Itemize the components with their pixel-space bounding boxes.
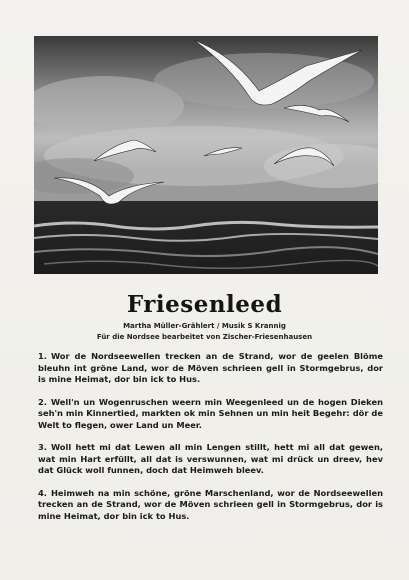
verse-number: 2. bbox=[38, 396, 47, 407]
credit-line-arrangement: Für die Nordsee bearbeitet von Zischer-Friesenhausen bbox=[96, 333, 313, 341]
verse-number: 1. bbox=[38, 351, 47, 361]
song-title: Friesenleed bbox=[126, 291, 283, 318]
verse-text: Wor de Nordseewellen trecken an de Strand, wor de geelen Blöme bleuhn int gröne Land, wor de Möven schrieen gell in Stormgebrus, dor is mine Heimat, dor bin ick to Hus. bbox=[38, 351, 383, 384]
seagulls-sea-photo bbox=[34, 36, 378, 274]
verse-4 bbox=[38, 488, 383, 523]
seagulls-sea-illustration bbox=[34, 36, 378, 274]
verse-text: Woll hett mi dat Lewen all min Lengen stillt, hett mi all dat gewen, wat min Hart erfüllt, all dat is verswunnen, wat mi drück un dreev, hev dat Glück woll funnen, doch dat Heimweh bleev. bbox=[38, 442, 383, 475]
verse-text: Heimweh na min schöne, gröne Marschenland, wor de Nordseewellen trecken an de Strand, wor de Möven schrieen gell in Stormgebrus, dor is mine Heimat, dor bin ick to Hus. bbox=[38, 487, 383, 521]
verse-text: Well'n un Wogenruschen weern min Weegenleed un de hogen Dieken seh'n min Kinnertied, markten ok min Sehnen un min heit Begehr: dör de Welt to flegen, ower Land un Meer. bbox=[38, 396, 383, 430]
verse-number: 4. bbox=[38, 487, 47, 498]
verse-number: 3. bbox=[38, 442, 47, 452]
verse-2 bbox=[38, 397, 383, 432]
verses bbox=[38, 351, 383, 533]
verse-1 bbox=[38, 351, 383, 386]
verse-3 bbox=[38, 442, 383, 477]
credit-line-authors: Martha Müller-Grählert / Musik S Krannig bbox=[123, 322, 286, 330]
song-credits bbox=[40, 321, 369, 343]
